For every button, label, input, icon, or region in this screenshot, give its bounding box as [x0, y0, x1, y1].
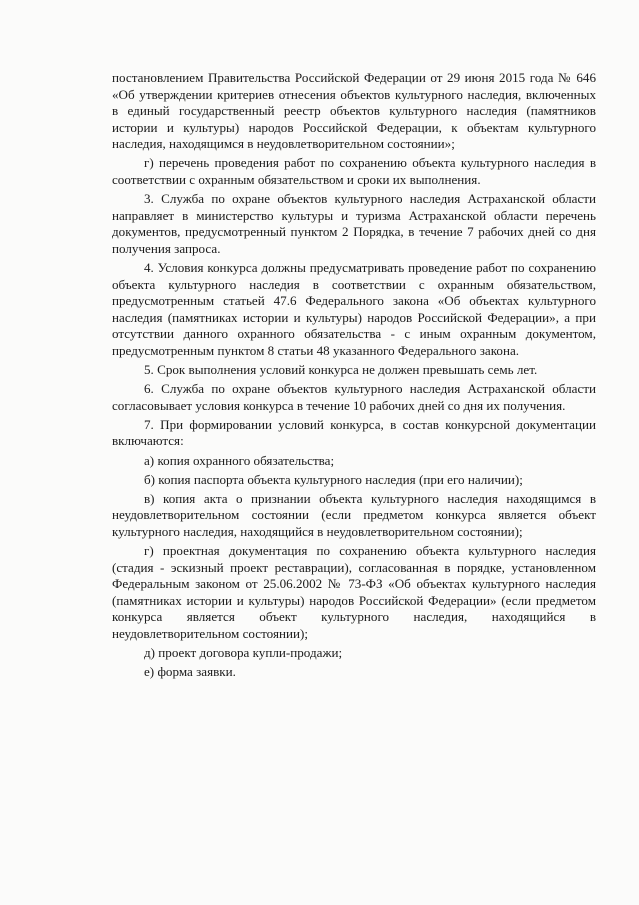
list-item-e: е) форма заявки.: [144, 664, 236, 680]
list-item-b: б) копия паспорта объекта культурного наследия (при его наличии);: [144, 471, 523, 487]
paragraph-6: 6. Служба по охране объектов культурного наследия Астраханской области согласовывает условия конкурса в течение 10 рабочих дней со дня их получения.: [112, 381, 596, 413]
paragraph-7: 7. При формировании условий конкурса, в состав конкурсной документации включаются:: [112, 416, 596, 449]
paragraph-5: 5. Срок выполнения условий конкурса не должен превышать семь лет.: [144, 362, 538, 378]
paragraph-continuation: постановлением Правительства Российской Федерации от 29 июня 2015 года № 646 «Об утверждении критериев отнесения объектов культурного наследия, включенных в единый государственный реестр объектов культурного наследия (памятников истории и культуры) народов Российской Федерации, к объектам культурного наследия, находящимся в неудовлетворительном состоянии»;: [112, 70, 596, 152]
paragraph-4: 4. Условия конкурса должны предусматривать проведение работ по сохранению объекта культурного наследия в соответствии с охранным обязательством, предусмотренным статьей 47.6 Федерального закона «Об объектах культурного наследия (памятниках истории и культуры) народов Российской Федерации», а при отсутствии данного охранного обязательства - с иным охранным документом, предусмотренным пунктом 8 статьи 48 указанного Федерального закона.: [112, 260, 596, 358]
list-item-d: д) проект договора купли-продажи;: [144, 645, 343, 661]
paragraph-3: 3. Служба по охране объектов культурного наследия Астраханской области направляет в министерство культуры и туризма Астраханской области перечень документов, предусмотренный пунктом 2 Порядка, в течение 7 рабочих дней со дня получения запроса.: [112, 191, 596, 256]
paragraph-item-g-work-list: г) перечень проведения работ по сохранению объекта культурного наследия в соответствии с охранным обязательством и сроки их выполнения.: [112, 155, 596, 188]
document-body: [112, 70, 596, 683]
list-item-g: г) проектная документация по сохранению объекта культурного наследия (стадия - эскизный проект реставрации), согласованная в порядке, установленном Федеральным законом от 25.06.2002 № 73-ФЗ «Об объектах культурного наследия (памятниках истории и культуры) народов Российской Федерации» (если предметом конкурса является объект культурного наследия, находящийся в неудовлетворительном состоянии);: [112, 543, 596, 641]
list-item-a: а) копия охранного обязательства;: [144, 452, 335, 468]
list-item-v: в) копия акта о признании объекта культурного наследия находящимся в неудовлетворительном состоянии (если предметом конкурса является объект культурного наследия, находящийся в неудовлетворительном состоянии);: [112, 490, 596, 539]
